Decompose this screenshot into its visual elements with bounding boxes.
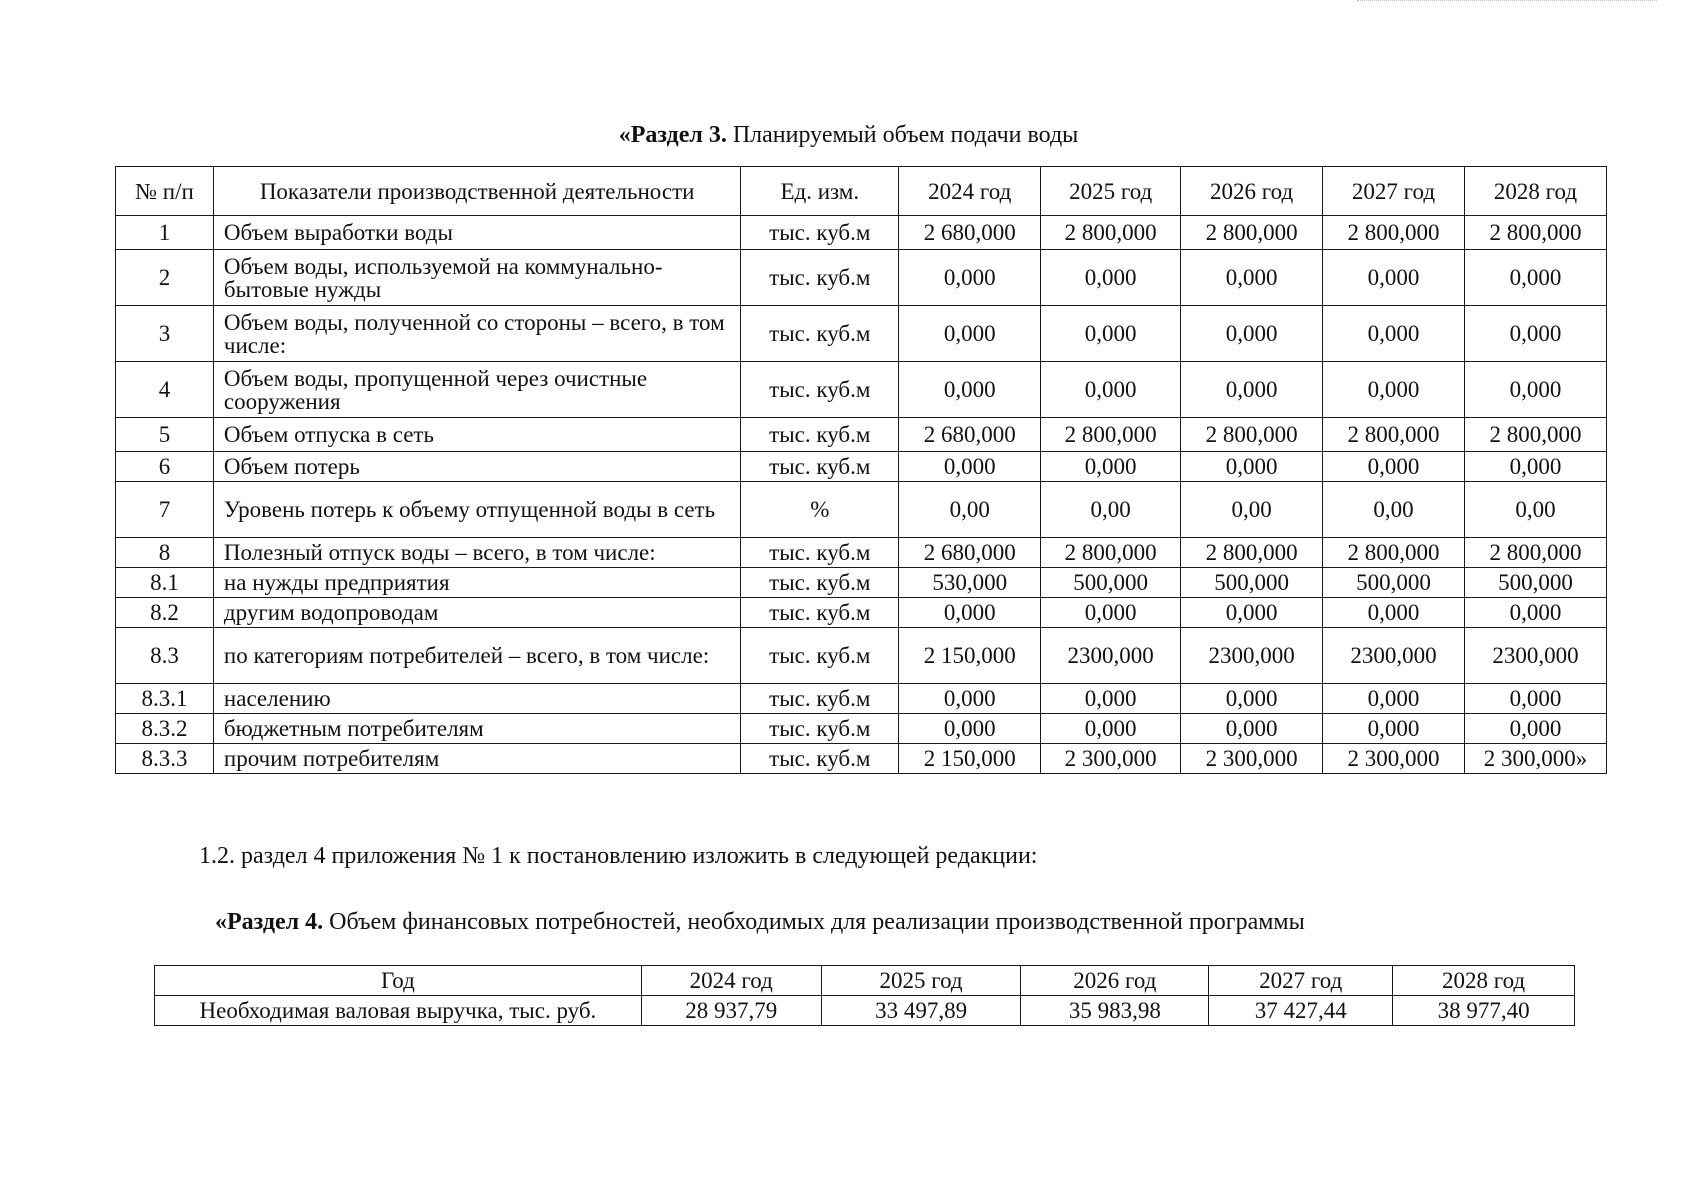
value-2025: 2 800,000: [1041, 216, 1181, 250]
row-number: 3: [116, 306, 214, 362]
value-2026: 2300,000: [1181, 628, 1323, 684]
header-2026: 2026 год: [1021, 966, 1209, 996]
indicator-name: населению: [213, 684, 740, 714]
value-2025: 0,00: [1041, 482, 1181, 538]
indicator-name: Уровень потерь к объему отпущенной воды в сеть: [213, 482, 740, 538]
value-2025: 0,000: [1041, 714, 1181, 744]
value-2025: 0,000: [1041, 684, 1181, 714]
header-2025: 2025 год: [1041, 167, 1181, 216]
unit-cell: тыс. куб.м: [741, 306, 899, 362]
value-2025: 0,000: [1041, 452, 1181, 482]
value-2028: 0,000: [1464, 250, 1606, 306]
table-row: [116, 306, 1607, 362]
table-row: [116, 362, 1607, 418]
unit-cell: %: [741, 482, 899, 538]
value-2024: 2 680,000: [899, 418, 1041, 452]
row-number: 8.3: [116, 628, 214, 684]
table-row: [116, 250, 1607, 306]
table-row: [116, 744, 1607, 774]
value-2024: 2 680,000: [899, 216, 1041, 250]
value-2027: 0,000: [1323, 250, 1465, 306]
value-2028: 0,000: [1464, 362, 1606, 418]
value-2028: 0,000: [1464, 598, 1606, 628]
row-number: 2: [116, 250, 214, 306]
row-number: 8.1: [116, 568, 214, 598]
unit-cell: тыс. куб.м: [741, 684, 899, 714]
value-2027: 2 800,000: [1323, 418, 1465, 452]
unit-cell: тыс. куб.м: [741, 362, 899, 418]
value-2025: 2 800,000: [1041, 418, 1181, 452]
row-number: 8.3.1: [116, 684, 214, 714]
value-2027: 0,000: [1323, 452, 1465, 482]
value-2026: 0,000: [1181, 362, 1323, 418]
unit-cell: тыс. куб.м: [741, 628, 899, 684]
header-2028: 2028 год: [1464, 167, 1606, 216]
value-2026: 0,00: [1181, 482, 1323, 538]
header-2024: 2024 год: [641, 966, 821, 996]
value-2025: 500,000: [1041, 568, 1181, 598]
table-row: [116, 628, 1607, 684]
value-2025: 2300,000: [1041, 628, 1181, 684]
value-2024: 530,000: [899, 568, 1041, 598]
header-2026: 2026 год: [1181, 167, 1323, 216]
value-2028: 2 800,000: [1464, 538, 1606, 568]
row-number: 6: [116, 452, 214, 482]
value-2026: 500,000: [1181, 568, 1323, 598]
value-2025: 2 800,000: [1041, 538, 1181, 568]
table-header-row: [116, 167, 1607, 216]
value-2027: 2300,000: [1323, 628, 1465, 684]
section4-title-rest: Объем финансовых потребностей, необходимых для реализации производственной программы: [323, 909, 1305, 935]
indicator-name: по категориям потребителей – всего, в том числе:: [213, 628, 740, 684]
unit-cell: тыс. куб.м: [741, 250, 899, 306]
table-row: [116, 714, 1607, 744]
row-number: 8.3.2: [116, 714, 214, 744]
value-2027: 0,000: [1323, 714, 1465, 744]
indicator-name: на нужды предприятия: [213, 568, 740, 598]
value-2027: 0,000: [1323, 684, 1465, 714]
value-2025: 0,000: [1041, 362, 1181, 418]
value-2028: 0,000: [1464, 684, 1606, 714]
scan-edge-mark: [1357, 0, 1657, 3]
section3-title: [0, 122, 1697, 149]
indicator-name: Объем воды, пропущенной через очистные сооружения: [213, 362, 740, 418]
section4-title-bold: «Раздел 4.: [215, 909, 324, 935]
table-row: [116, 684, 1607, 714]
section4-title: [215, 909, 1305, 936]
table-row: [116, 216, 1607, 250]
section3-title-rest: Планируемый объем подачи воды: [726, 122, 1079, 148]
value-2026: 0,000: [1181, 250, 1323, 306]
value-2024: 2 150,000: [899, 628, 1041, 684]
value-2024: 0,00: [899, 482, 1041, 538]
value-2027: 2 800,000: [1323, 538, 1465, 568]
amendment-paragraph: 1.2. раздел 4 приложения № 1 к постановлению изложить в следующей редакции:: [199, 843, 1038, 869]
indicator-name: Объем отпуска в сеть: [213, 418, 740, 452]
financial-needs-table: [154, 965, 1575, 1026]
unit-cell: тыс. куб.м: [741, 538, 899, 568]
value-2025: 2 300,000: [1041, 744, 1181, 774]
row-number: 8.2: [116, 598, 214, 628]
value-2025: 0,000: [1041, 598, 1181, 628]
header-unit: Ед. изм.: [741, 167, 899, 216]
value-2028: 0,000: [1464, 452, 1606, 482]
unit-cell: тыс. куб.м: [741, 216, 899, 250]
value-2028: 2 800,000: [1464, 418, 1606, 452]
indicator-name: Объем воды, полученной со стороны – всего, в том числе:: [213, 306, 740, 362]
value-2027: 2 300,000: [1323, 744, 1465, 774]
value-2026: 0,000: [1181, 714, 1323, 744]
indicator-name: Объем потерь: [213, 452, 740, 482]
value-2024: 0,000: [899, 306, 1041, 362]
value-2028: 2 300,000»: [1464, 744, 1606, 774]
value-2026: 2 800,000: [1181, 418, 1323, 452]
value-2027: 0,000: [1323, 362, 1465, 418]
table-row: [116, 598, 1607, 628]
value-2028: 2 800,000: [1464, 216, 1606, 250]
value-2026: 2 800,000: [1181, 216, 1323, 250]
unit-cell: тыс. куб.м: [741, 568, 899, 598]
value-2025: 33 497,89: [821, 996, 1021, 1026]
row-number: 8: [116, 538, 214, 568]
unit-cell: тыс. куб.м: [741, 452, 899, 482]
value-2024: 28 937,79: [641, 996, 821, 1026]
unit-cell: тыс. куб.м: [741, 418, 899, 452]
value-2027: 500,000: [1323, 568, 1465, 598]
row-number: 8.3.3: [116, 744, 214, 774]
unit-cell: тыс. куб.м: [741, 598, 899, 628]
table-header-row: [155, 966, 1575, 996]
value-2028: 0,000: [1464, 306, 1606, 362]
row-number: 4: [116, 362, 214, 418]
indicator-name: другим водопроводам: [213, 598, 740, 628]
unit-cell: тыс. куб.м: [741, 714, 899, 744]
row-label: Необходимая валовая выручка, тыс. руб.: [155, 996, 642, 1026]
indicator-name: прочим потребителям: [213, 744, 740, 774]
value-2024: 0,000: [899, 598, 1041, 628]
header-2027: 2027 год: [1209, 966, 1393, 996]
value-2025: 0,000: [1041, 250, 1181, 306]
value-2028: 0,000: [1464, 714, 1606, 744]
row-number: 1: [116, 216, 214, 250]
header-indicator: Показатели производственной деятельности: [213, 167, 740, 216]
value-2025: 0,000: [1041, 306, 1181, 362]
value-2028: 500,000: [1464, 568, 1606, 598]
value-2024: 0,000: [899, 250, 1041, 306]
value-2028: 38 977,40: [1393, 996, 1575, 1026]
row-number: 7: [116, 482, 214, 538]
header-year: Год: [155, 966, 642, 996]
value-2026: 35 983,98: [1021, 996, 1209, 1026]
value-2024: 2 680,000: [899, 538, 1041, 568]
value-2024: 0,000: [899, 714, 1041, 744]
table-row: [116, 418, 1607, 452]
value-2027: 0,000: [1323, 598, 1465, 628]
indicator-name: Объем воды, используемой на коммунально-бытовые нужды: [213, 250, 740, 306]
indicator-name: Полезный отпуск воды – всего, в том числе:: [213, 538, 740, 568]
value-2026: 0,000: [1181, 306, 1323, 362]
table-row: [116, 568, 1607, 598]
value-2026: 2 300,000: [1181, 744, 1323, 774]
table-body: [116, 216, 1607, 774]
water-supply-table: [115, 166, 1607, 774]
table-row: [116, 538, 1607, 568]
value-2028: 2300,000: [1464, 628, 1606, 684]
value-2027: 0,00: [1323, 482, 1465, 538]
unit-cell: тыс. куб.м: [741, 744, 899, 774]
header-2028: 2028 год: [1393, 966, 1575, 996]
value-2024: 0,000: [899, 452, 1041, 482]
value-2028: 0,00: [1464, 482, 1606, 538]
indicator-name: бюджетным потребителям: [213, 714, 740, 744]
table-row: [116, 452, 1607, 482]
value-2024: 0,000: [899, 362, 1041, 418]
value-2027: 2 800,000: [1323, 216, 1465, 250]
section3-title-bold: «Раздел 3.: [618, 122, 727, 148]
value-2026: 0,000: [1181, 452, 1323, 482]
table-row: [155, 996, 1575, 1026]
header-2025: 2025 год: [821, 966, 1021, 996]
header-num: № п/п: [116, 167, 214, 216]
value-2026: 0,000: [1181, 598, 1323, 628]
header-2024: 2024 год: [899, 167, 1041, 216]
header-2027: 2027 год: [1323, 167, 1465, 216]
value-2024: 0,000: [899, 684, 1041, 714]
value-2024: 2 150,000: [899, 744, 1041, 774]
value-2027: 37 427,44: [1209, 996, 1393, 1026]
indicator-name: Объем выработки воды: [213, 216, 740, 250]
table-row: [116, 482, 1607, 538]
value-2026: 2 800,000: [1181, 538, 1323, 568]
value-2027: 0,000: [1323, 306, 1465, 362]
row-number: 5: [116, 418, 214, 452]
value-2026: 0,000: [1181, 684, 1323, 714]
